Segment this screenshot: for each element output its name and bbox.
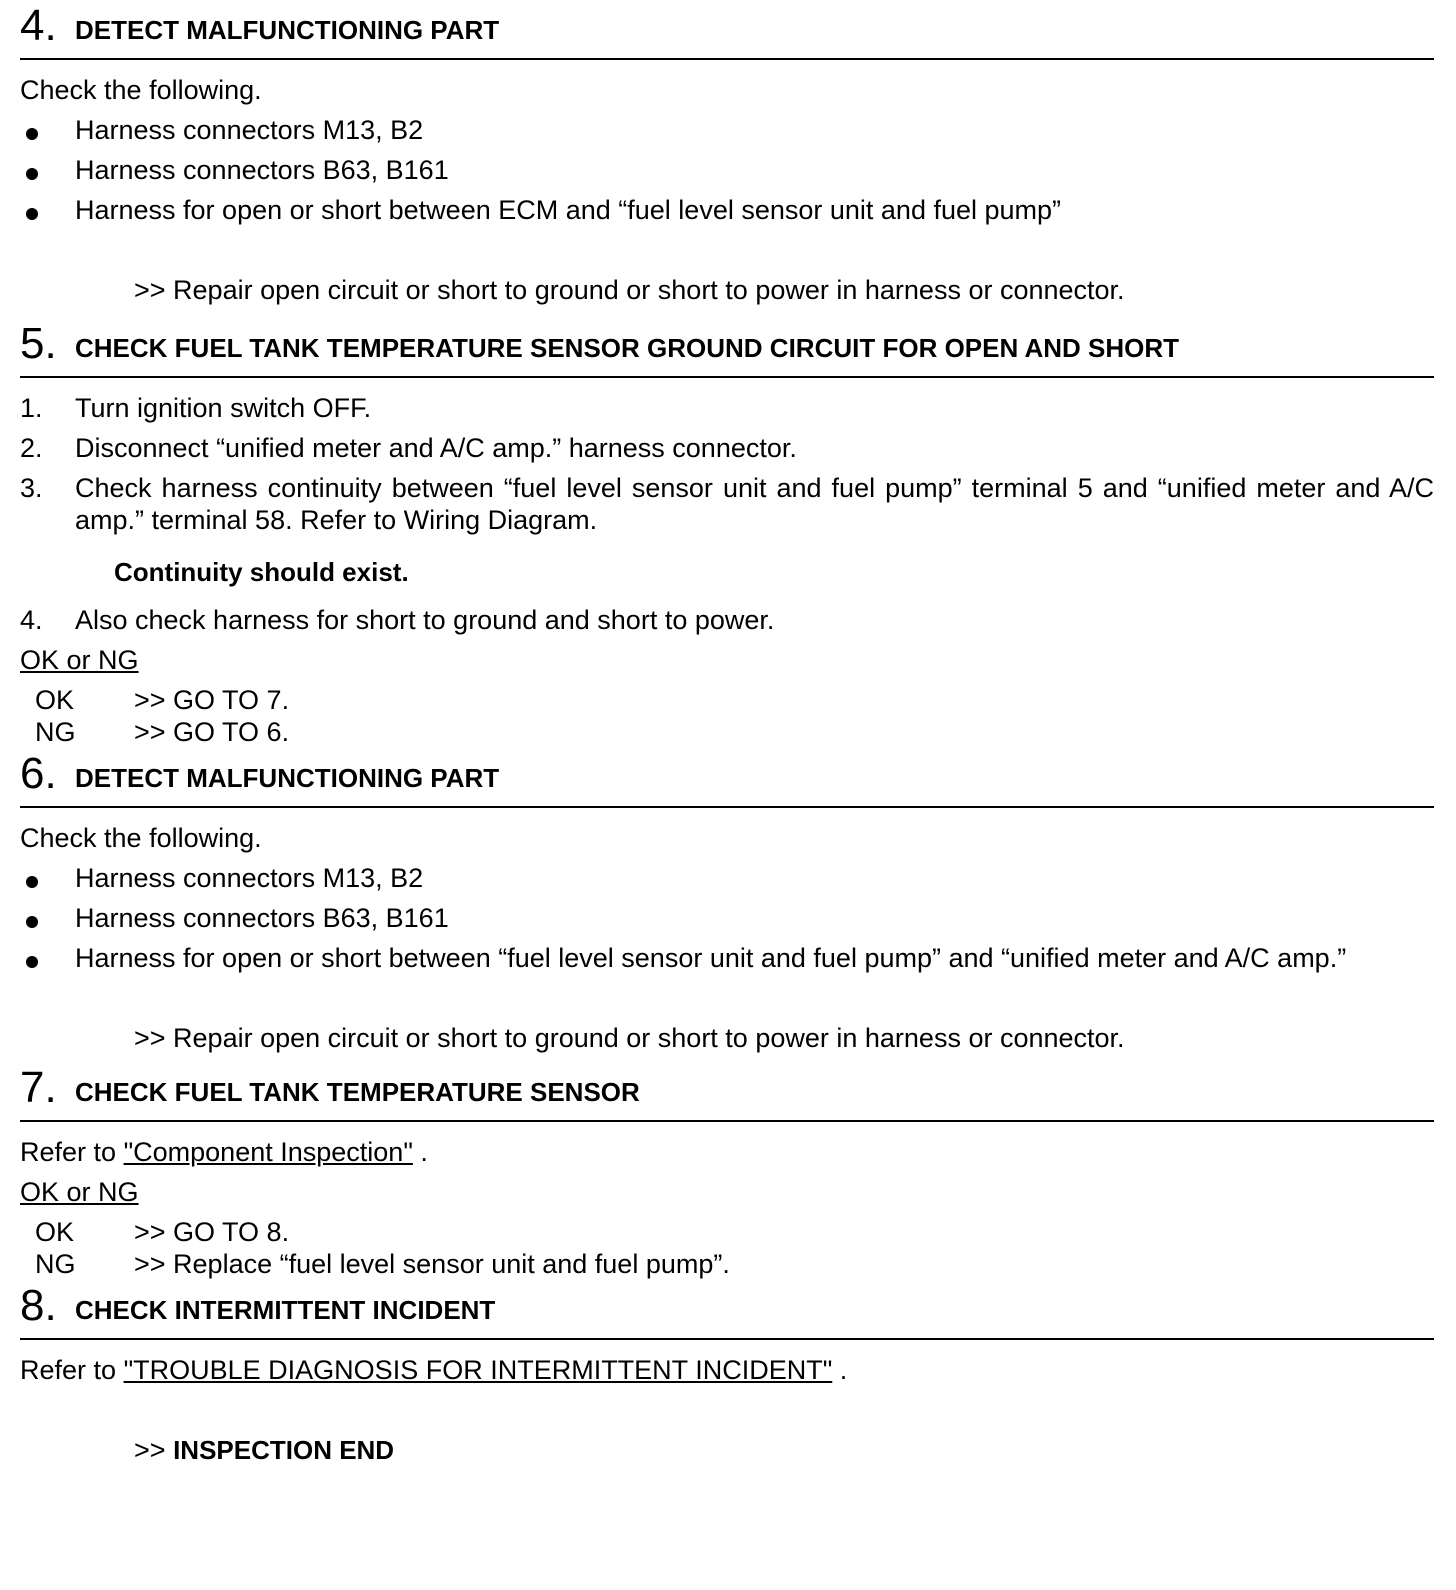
bullet-icon xyxy=(26,876,38,888)
repair-instruction: >> Repair open circuit or short to ground or short to power in harness or connector. xyxy=(134,1023,1125,1053)
bullet-item: Harness connectors M13, B2 xyxy=(20,114,1434,146)
result-row-ng: NG >> Replace “fuel level sensor unit and fuel pump”. xyxy=(35,1249,730,1279)
numbered-item: 4. Also check harness for short to ground and short to power. xyxy=(20,605,775,635)
procedure-page xyxy=(20,0,1434,1466)
step-title: CHECK FUEL TANK TEMPERATURE SENSOR GROUND CIRCUIT FOR OPEN AND SHORT xyxy=(75,333,1180,363)
numbered-item: 3. Check harness continuity between “fuel level sensor unit and fuel pump” terminal 5 and “unified meter and A/C amp.” terminal 58. Refer to Wiring Diagram. xyxy=(20,473,1434,535)
step-number: 5. xyxy=(20,319,57,368)
step-5-header xyxy=(20,318,1434,378)
step-number: 4. xyxy=(20,1,57,50)
refer-line: Refer to "TROUBLE DIAGNOSIS FOR INTERMITTENT INCIDENT" . xyxy=(20,1355,848,1385)
bullet-icon xyxy=(26,208,38,220)
intro-text: Check the following. xyxy=(20,823,262,853)
inspection-end: >> INSPECTION END xyxy=(134,1435,395,1465)
result-row-ok: OK >> GO TO 7. xyxy=(35,685,290,715)
bullet-item: Harness for open or short between ECM and “fuel level sensor unit and fuel pump” xyxy=(20,194,1434,226)
step-title: CHECK INTERMITTENT INCIDENT xyxy=(75,1295,496,1325)
bullet-item: Harness for open or short between “fuel level sensor unit and fuel pump” and “unified meter and A/C amp.” xyxy=(20,942,1434,974)
result-row-ng: NG >> GO TO 6. xyxy=(35,717,290,747)
bullet-icon xyxy=(26,128,38,140)
bullet-item: Harness connectors B63, B161 xyxy=(20,154,1434,186)
ok-ng-heading: OK or NG xyxy=(20,1177,139,1207)
result-row-ok: OK >> GO TO 8. xyxy=(35,1217,290,1247)
numbered-item: 2. Disconnect “unified meter and A/C amp.” harness connector. xyxy=(20,433,797,463)
refer-line: Refer to "Component Inspection" . xyxy=(20,1137,428,1167)
numbered-item: 1. Turn ignition switch OFF. xyxy=(20,393,372,423)
intro-text: Check the following. xyxy=(20,75,262,105)
step-title: DETECT MALFUNCTIONING PART xyxy=(75,763,500,793)
step-7-header xyxy=(20,1062,1434,1122)
step-6-header xyxy=(20,748,1434,808)
step-4-header xyxy=(20,0,1434,60)
bullet-icon xyxy=(26,168,38,180)
bullet-item: Harness connectors M13, B2 xyxy=(20,862,1434,894)
ok-ng-heading: OK or NG xyxy=(20,645,139,675)
step-title: CHECK FUEL TANK TEMPERATURE SENSOR xyxy=(75,1077,640,1107)
bullet-item: Harness connectors B63, B161 xyxy=(20,902,1434,934)
step-8-header xyxy=(20,1280,1434,1340)
step-number: 8. xyxy=(20,1281,57,1330)
bullet-icon xyxy=(26,956,38,968)
step-title: DETECT MALFUNCTIONING PART xyxy=(75,15,500,45)
step-number: 6. xyxy=(20,749,57,798)
step-number: 7. xyxy=(20,1063,57,1112)
repair-instruction: >> Repair open circuit or short to ground or short to power in harness or connector. xyxy=(134,275,1125,305)
requirement-note: Continuity should exist. xyxy=(114,557,409,587)
component-inspection-link[interactable]: "Component Inspection" xyxy=(123,1137,413,1167)
bullet-icon xyxy=(26,916,38,928)
trouble-diagnosis-link[interactable]: "TROUBLE DIAGNOSIS FOR INTERMITTENT INCIDENT" xyxy=(123,1355,833,1385)
